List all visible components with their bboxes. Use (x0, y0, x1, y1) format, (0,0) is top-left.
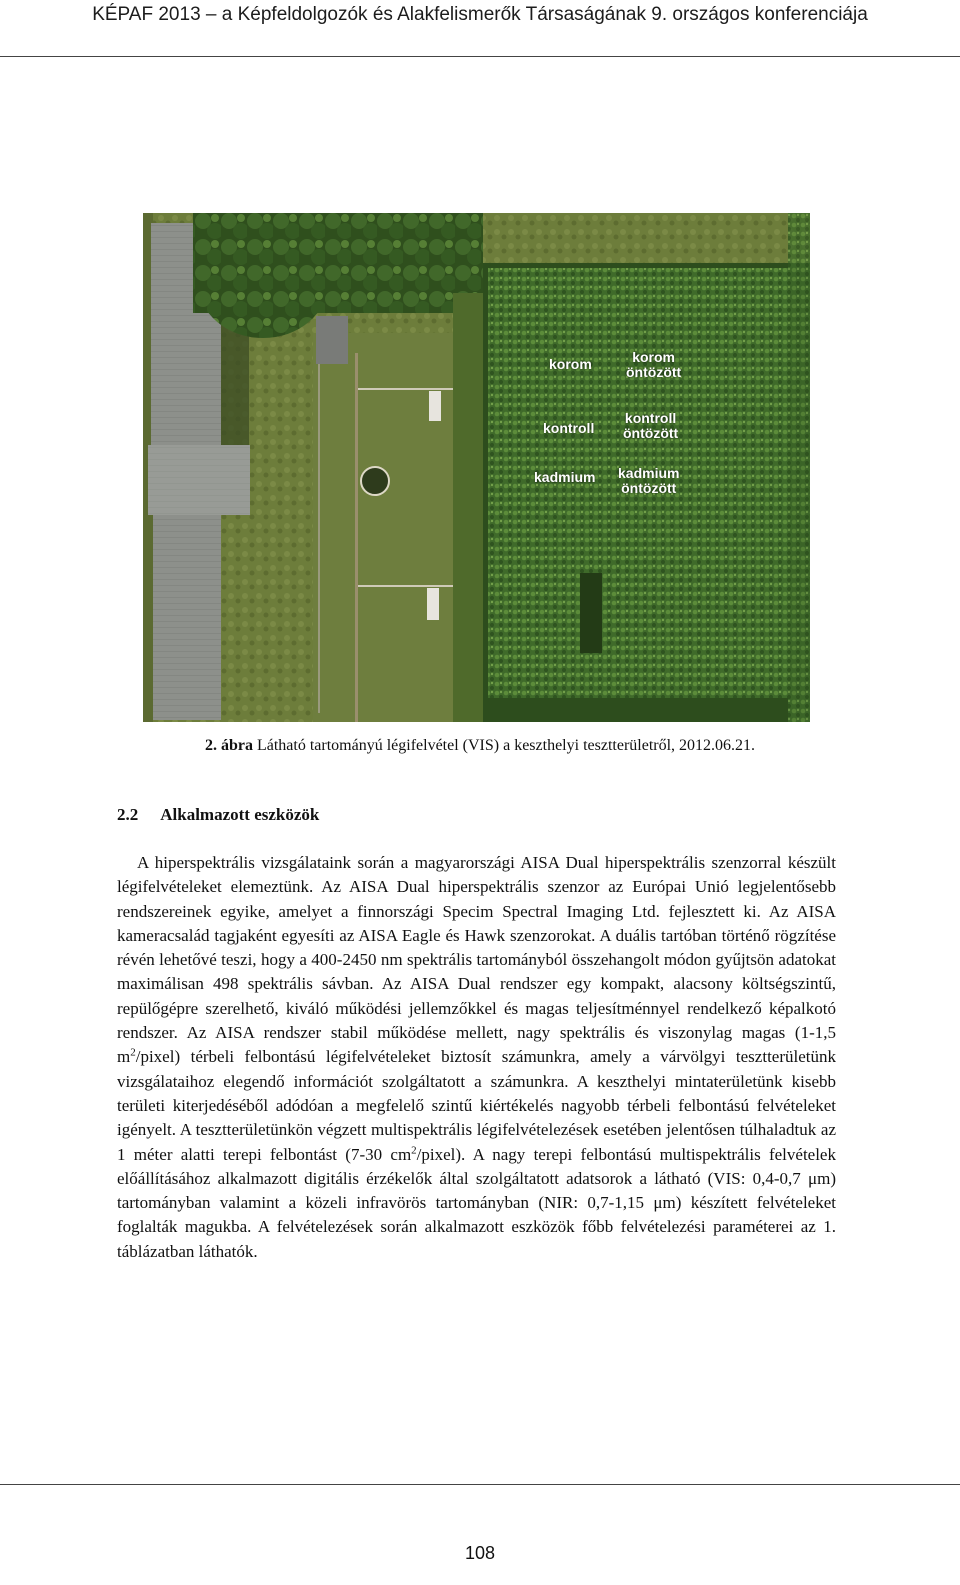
plot-label-line: kontroll (624, 410, 677, 426)
plot-label-korom-ontozott (626, 350, 681, 380)
plot-label-kadmium: kadmium (534, 469, 596, 485)
caption-prefix: 2. ábra (204, 737, 253, 754)
figure-caption (0, 736, 960, 756)
header-rule (0, 56, 960, 57)
section-number: 2.2 (117, 805, 139, 824)
section-heading (117, 804, 319, 826)
plot-label-kontroll: kontroll (543, 420, 595, 436)
plot-label-line: kadmium (618, 465, 680, 481)
paragraph-part: /pixel). A nagy terepi felbontású multispektrális felvételek előállításához alkalmazott digitális érzékelők által szolgáltatott adatsorok a látható (VIS: 0,4-0,7 μm) tartományban valamint a közeli infravörös tartományban (NIR: 0,7-1,15 μm) készített felvételeket foglalták magukba. A felvételezések során alkalmazott eszközök főbb felvételezési paraméterei az 1. táblázatban láthatók. (117, 1144, 836, 1261)
aerial-photo-figure (143, 213, 810, 722)
aerial-photo (143, 213, 810, 722)
footer-rule (0, 1484, 960, 1485)
section-title: Alkalmazott eszközök (160, 805, 320, 824)
body-paragraph (117, 851, 836, 1264)
plot-label-line: korom (632, 349, 675, 365)
page-number: 108 (464, 1543, 496, 1563)
superscript: 2 (130, 1046, 136, 1059)
plot-label-line: öntözött (623, 425, 679, 441)
caption-text: Látható tartományú légifelvétel (VIS) a keszthelyi tesztterületről, 2012.06.21. (252, 737, 756, 754)
plot-label-line: öntözött (626, 364, 682, 380)
plot-label-line: öntözött (621, 480, 677, 496)
plot-label-kontroll-ontozott (623, 411, 678, 441)
paragraph-part: /pixel) térbeli felbontású légifelvételeket biztosít számunkra, amely a várvölgyi tesztterületünk vizsgálataihoz elegendő információt szolgáltatott a számunkra. A keszthelyi mintaterületünk kisebb területi kiterjedéséből adódóan a megfelelő szintű kiértékelés nagyobb térbeli felbontású felvételeket igényelt. A tesztterületünkön végzett multispektrális légifelvételezések esetében jelentősen túlhaladtuk az 1 méter alatti terepi felbontást (7-30 cm (117, 1047, 836, 1164)
paragraph-part: A hiperspektrális vizsgálataink során a magyarországi AISA Dual hiperspektrális szenzorral készült légifelvételeket elemeztünk. Az AISA Dual hiperspektrális szenzor az Európai Unió legjelentősebb rendszereinek egyike, amelyet a finnországi Specim Spectral Imaging Ltd. fejlesztett ki. Az AISA kameracsalád tagjaként egyesíti az AISA Eagle és Hawk szenzorokat. A duális tartóban történő rögzítése révén lehetővé teszi, hogy a 400-2450 nm spektrális tartományból összehangolt módon gyűjtsön adatokat maximálisan 498 spektrális sávban. Az AISA Dual rendszer egy kompakt, alacsony költségszintű, repülőgépre szerelhető, kiváló működési jellemzőkkel és magas teljesítménnyel rendelkező képalkotó rendszer. Az AISA rendszer stabil működése mellett, nagy spektrális és viszonylag magas (1-1,5 m (117, 853, 836, 1067)
superscript: 2 (411, 1143, 417, 1156)
plot-label-korom: korom (549, 356, 592, 372)
plot-label-kadmium-ontozott (618, 466, 679, 496)
running-header: KÉPAF 2013 – a Képfeldolgozók és Alakfelismerők Társaságának 9. országos konferenciája (92, 4, 868, 25)
